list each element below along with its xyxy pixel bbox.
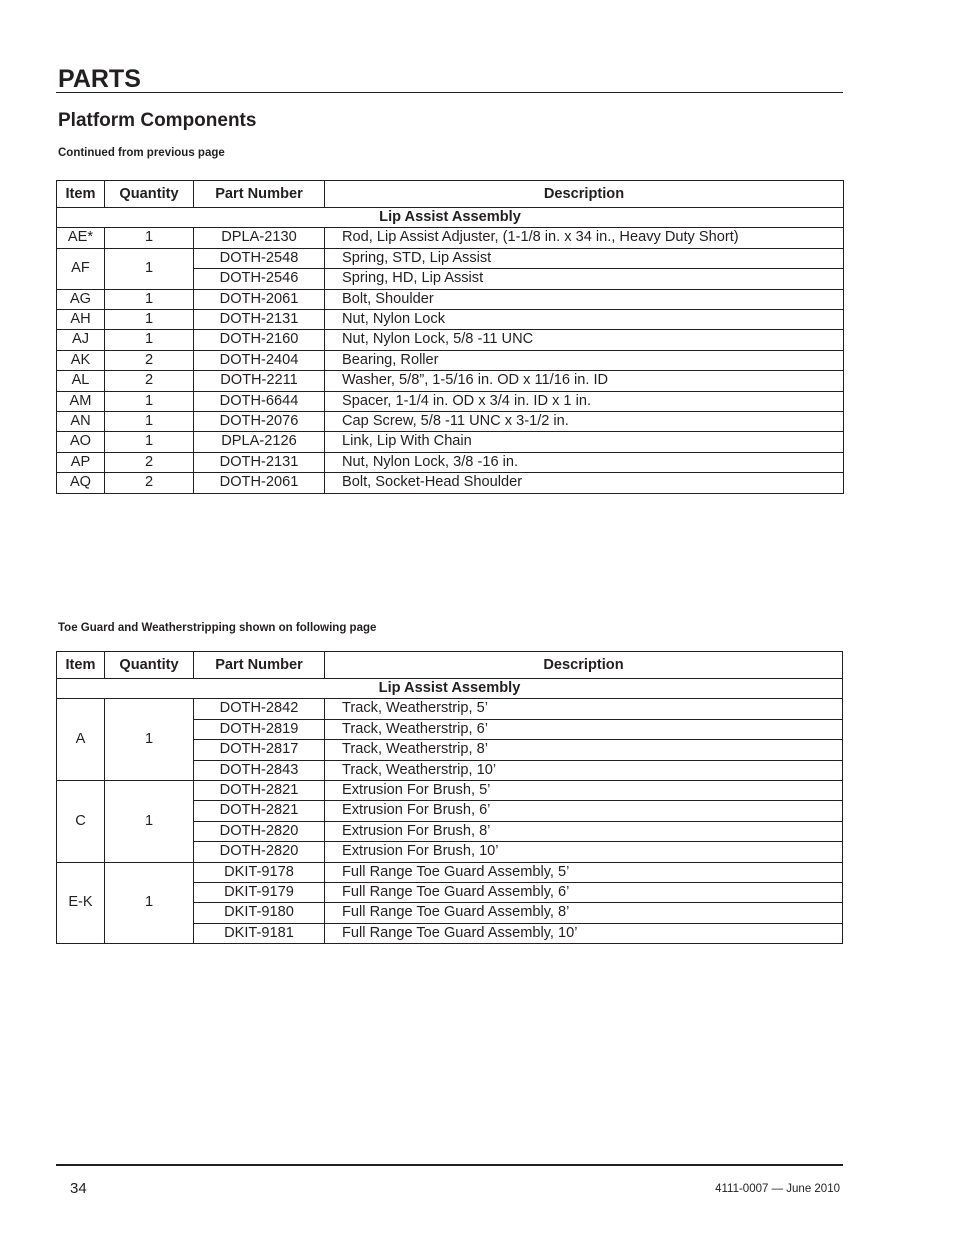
table-row (57, 310, 844, 330)
description-cell: Full Range Toe Guard Assembly, 5’ (325, 862, 843, 882)
part-number-cell: DKIT-9178 (194, 862, 325, 882)
document-id: 4111-0007 — June 2010 (715, 1183, 840, 1195)
part-number-cell: DOTH-2821 (194, 781, 325, 801)
part-number-cell: DOTH-2131 (194, 310, 325, 330)
column-header-description: Description (325, 181, 844, 208)
description-cell: Nut, Nylon Lock, 3/8 -16 in. (325, 452, 844, 472)
description-cell: Extrusion For Brush, 5’ (325, 781, 843, 801)
table-row (57, 432, 844, 452)
item-cell: A (57, 699, 105, 781)
description-cell: Bearing, Roller (325, 350, 844, 370)
part-number-cell: DOTH-2819 (194, 719, 325, 739)
part-number-cell: DOTH-2820 (194, 842, 325, 862)
footer-rule (56, 1164, 843, 1166)
description-cell: Track, Weatherstrip, 10’ (325, 760, 843, 780)
part-number-cell: DOTH-2131 (194, 452, 325, 472)
section-title: PARTS (58, 65, 141, 93)
description-cell: Full Range Toe Guard Assembly, 10’ (325, 923, 843, 943)
part-number-cell: DKIT-9181 (194, 923, 325, 943)
description-cell: Cap Screw, 5/8 -11 UNC x 3-1/2 in. (325, 412, 844, 432)
quantity-cell: 2 (105, 350, 194, 370)
quantity-cell: 1 (105, 248, 194, 289)
item-cell: AK (57, 350, 105, 370)
column-header-quantity: Quantity (105, 181, 194, 208)
table-row (57, 473, 844, 493)
item-cell: AP (57, 452, 105, 472)
description-cell: Nut, Nylon Lock (325, 310, 844, 330)
column-header-part-number: Part Number (194, 181, 325, 208)
quantity-cell: 1 (105, 228, 194, 248)
description-cell: Bolt, Socket-Head Shoulder (325, 473, 844, 493)
description-cell: Spring, STD, Lip Assist (325, 248, 844, 268)
part-number-cell: DKIT-9179 (194, 883, 325, 903)
table-row (57, 289, 844, 309)
description-cell: Full Range Toe Guard Assembly, 6’ (325, 883, 843, 903)
column-header-quantity: Quantity (105, 652, 194, 679)
column-header-item: Item (57, 652, 105, 679)
lip-assist-parts-table (56, 180, 844, 494)
table-row (57, 412, 844, 432)
quantity-cell: 1 (105, 432, 194, 452)
part-number-cell: DPLA-2130 (194, 228, 325, 248)
following-page-note: Toe Guard and Weatherstripping shown on following page (58, 622, 377, 634)
item-cell: AM (57, 391, 105, 411)
description-cell: Rod, Lip Assist Adjuster, (1-1/8 in. x 34 in., Heavy Duty Short) (325, 228, 844, 248)
part-number-cell: DOTH-2843 (194, 760, 325, 780)
description-cell: Track, Weatherstrip, 6’ (325, 719, 843, 739)
item-cell: AN (57, 412, 105, 432)
description-cell: Spacer, 1-1/4 in. OD x 3/4 in. ID x 1 in. (325, 391, 844, 411)
column-header-item: Item (57, 181, 105, 208)
table-row (57, 350, 844, 370)
weatherstrip-parts-table (56, 651, 843, 944)
part-number-cell: DOTH-2817 (194, 740, 325, 760)
part-number-cell: DOTH-6644 (194, 391, 325, 411)
part-number-cell: DOTH-2820 (194, 821, 325, 841)
page-number: 34 (70, 1180, 87, 1197)
item-cell: AG (57, 289, 105, 309)
description-cell: Extrusion For Brush, 8’ (325, 821, 843, 841)
part-number-cell: DOTH-2076 (194, 412, 325, 432)
description-cell: Nut, Nylon Lock, 5/8 -11 UNC (325, 330, 844, 350)
table-row (57, 862, 843, 882)
quantity-cell: 1 (105, 781, 194, 863)
description-cell: Bolt, Shoulder (325, 289, 844, 309)
table-row (57, 248, 844, 268)
table-header-row (57, 181, 844, 208)
item-cell: E-K (57, 862, 105, 944)
table-row (57, 330, 844, 350)
description-cell: Full Range Toe Guard Assembly, 8’ (325, 903, 843, 923)
description-cell: Extrusion For Brush, 6’ (325, 801, 843, 821)
table-row (57, 228, 844, 248)
part-number-cell: DOTH-2842 (194, 699, 325, 719)
part-number-cell: DOTH-2548 (194, 248, 325, 268)
quantity-cell: 2 (105, 473, 194, 493)
quantity-cell: 1 (105, 412, 194, 432)
description-cell: Track, Weatherstrip, 5’ (325, 699, 843, 719)
item-cell: AE* (57, 228, 105, 248)
quantity-cell: 1 (105, 391, 194, 411)
table-row (57, 391, 844, 411)
item-cell: AO (57, 432, 105, 452)
part-number-cell: DOTH-2061 (194, 289, 325, 309)
part-number-cell: DOTH-2546 (194, 269, 325, 289)
description-cell: Link, Lip With Chain (325, 432, 844, 452)
quantity-cell: 1 (105, 330, 194, 350)
part-number-cell: DOTH-2211 (194, 371, 325, 391)
quantity-cell: 1 (105, 310, 194, 330)
part-number-cell: DOTH-2061 (194, 473, 325, 493)
description-cell: Track, Weatherstrip, 8’ (325, 740, 843, 760)
item-cell: AH (57, 310, 105, 330)
quantity-cell: 2 (105, 371, 194, 391)
continued-note: Continued from previous page (58, 147, 225, 159)
quantity-cell: 2 (105, 452, 194, 472)
item-cell: AF (57, 248, 105, 289)
item-cell: C (57, 781, 105, 863)
part-number-cell: DOTH-2404 (194, 350, 325, 370)
page-subtitle: Platform Components (58, 110, 257, 131)
quantity-cell: 1 (105, 862, 194, 944)
description-cell: Washer, 5/8”, 1-5/16 in. OD x 11/16 in. ID (325, 371, 844, 391)
part-number-cell: DOTH-2821 (194, 801, 325, 821)
table-row (57, 781, 843, 801)
column-header-part-number: Part Number (194, 652, 325, 679)
description-cell: Spring, HD, Lip Assist (325, 269, 844, 289)
table-header-row (57, 652, 843, 679)
item-cell: AQ (57, 473, 105, 493)
table-row (57, 371, 844, 391)
description-cell: Extrusion For Brush, 10’ (325, 842, 843, 862)
part-number-cell: DPLA-2126 (194, 432, 325, 452)
group-title-row (57, 208, 844, 228)
table-row (57, 699, 843, 719)
column-header-description: Description (325, 652, 843, 679)
group-title: Lip Assist Assembly (57, 679, 843, 699)
quantity-cell: 1 (105, 289, 194, 309)
item-cell: AL (57, 371, 105, 391)
part-number-cell: DOTH-2160 (194, 330, 325, 350)
header-rule (56, 92, 843, 93)
group-title-row (57, 679, 843, 699)
quantity-cell: 1 (105, 699, 194, 781)
part-number-cell: DKIT-9180 (194, 903, 325, 923)
table-row (57, 452, 844, 472)
group-title: Lip Assist Assembly (57, 208, 844, 228)
item-cell: AJ (57, 330, 105, 350)
